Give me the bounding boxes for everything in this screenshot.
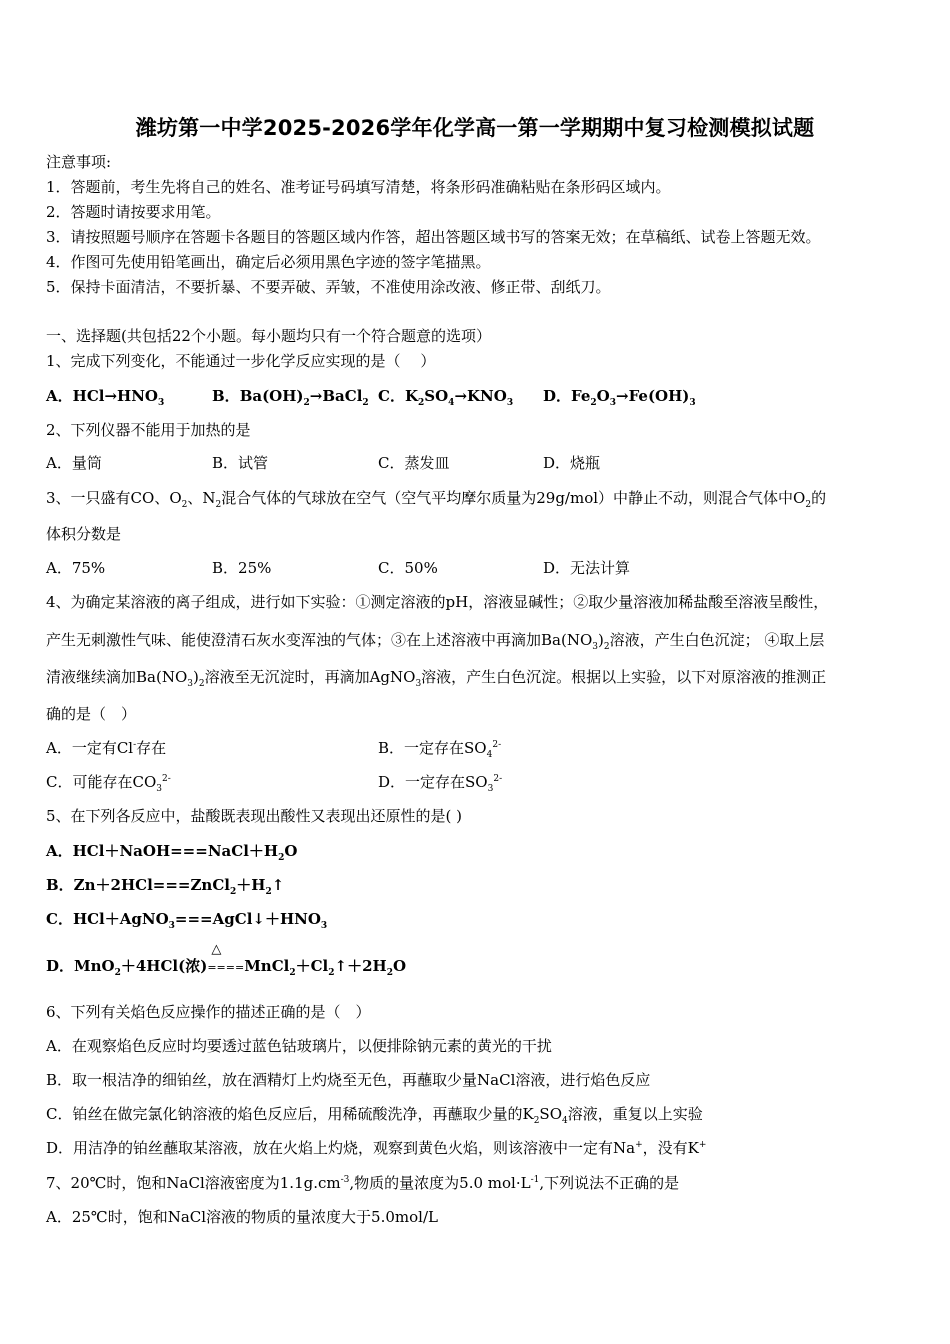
q2-option-a: A．量筒 <box>46 454 102 472</box>
q6-option-c: C．铂丝在做完氯化钠溶液的焰色反应后，用稀硫酸洗净，再蘸取少量的$K_2SO_4$溶液，重复以上实验 <box>46 1105 703 1126</box>
q5-option-c: C．$HCl+AgNO_3===AgCl↓+HNO_3$ <box>46 910 328 931</box>
q2-option-c: C．蒸发皿 <box>378 454 450 472</box>
q7-option-a: A．25℃时，饱和NaCl溶液的物质的量浓度大于5.0mol/L <box>46 1208 438 1226</box>
notice-item: 5．保持卡面清洁，不要折暴、不要弄破、弄皱，不准使用涂改液、修正带、刮纸刀。 <box>46 278 611 296</box>
heating-condition: △ ==== <box>207 942 245 974</box>
q5-option-a: A．$HCl+NaOH===NaCl+H_2O$ <box>46 842 298 863</box>
question-3-stem: 3、一只盛有CO、$O_2$、$N_2$混合气体的气球放在空气（空气平均摩尔质量为29g/mol）中静止不动，则混合气体中$O_2$的 <box>46 489 827 510</box>
question-4-stem-cont: 清液继续滴加$Ba(NO_3)_2$溶液至无沉淀时，再滴加AgNO$_3$溶液，产生白色沉淀。根据以上实验，以下对原溶液的推测正 <box>46 668 827 689</box>
question-3-stem-cont: 体积分数是 <box>46 525 122 543</box>
q5-option-d: D．MnO$_2$＋4HCl(浓) △ $====MnCl_2+Cl_2↑+2H_2O$ <box>46 942 407 978</box>
q6-option-a: A．在观察焰色反应时均要透过蓝色钴玻璃片，以便排除钠元素的黄光的干扰 <box>46 1037 552 1055</box>
question-4-stem: 4、为确定某溶液的离子组成，进行如下实验：①测定溶液的pH，溶液显碱性；②取少量溶液加稀盐酸至溶液呈酸性， <box>46 593 829 611</box>
page-title: 潍坊第一中学2025-2026学年化学高一第一学期期中复习检测模拟试题 <box>135 116 815 140</box>
question-1-stem: 1、完成下列变化，不能通过一步化学反应实现的是（ ） <box>46 352 436 370</box>
q1-option-c: C．$K_2SO_4\to KNO_3$ <box>378 387 514 408</box>
section-heading: 一、选择题(共包括22个小题。每小题均只有一个符合题意的选项） <box>46 327 491 345</box>
notice-item: 4．作图可先使用铅笔画出，确定后必须用黑色字迹的签字笔描黑。 <box>46 253 491 271</box>
notice-heading: 注意事项: <box>46 153 112 171</box>
q6-option-d: D．用洁净的铂丝蘸取某溶液，放在火焰上灼烧，观察到黄色火焰，则该溶液中一定有Na+，没有K+ <box>46 1139 707 1157</box>
q4-option-a: A．一定有Cl-存在 <box>46 739 167 757</box>
question-7-stem: 7、20℃时，饱和NaCl溶液密度为$1.1g.cm^{-3}$,物质的量浓度为5.0 $mol\cdot L^{-1}$,下列说法不正确的是 <box>46 1174 680 1192</box>
q1-option-a: A．$HCl\to HNO_3$ <box>46 387 165 408</box>
notice-item: 3．请按照题号顺序在答题卡各题目的答题区域内作答，超出答题区域书写的答案无效；在草稿纸、试卷上答题无效。 <box>46 228 821 246</box>
q1-option-d: D．$Fe_2O_3\to Fe(OH)_3$ <box>543 387 696 408</box>
q3-option-a: A．75% <box>46 559 106 577</box>
q3-option-b: B．25% <box>212 559 272 577</box>
q4-option-d: D．一定存在$SO_3^{2-}$ <box>378 773 503 794</box>
q6-option-b: B．取一根洁净的细铂丝，放在酒精灯上灼烧至无色，再蘸取少量NaCl溶液，进行焰色反应 <box>46 1071 651 1089</box>
question-5-stem: 5、在下列各反应中，盐酸既表现出酸性又表现出还原性的是( ) <box>46 807 463 825</box>
question-2-stem: 2、下列仪器不能用于加热的是 <box>46 421 251 439</box>
question-6-stem: 6、下列有关焰色反应操作的描述正确的是（ ） <box>46 1003 371 1021</box>
q4-option-b: B．一定存在$SO_4^{2-}$ <box>378 739 502 760</box>
q1-option-b: B．$Ba(OH)_2\to BaCl_2$ <box>212 387 369 408</box>
question-4-stem-cont: 产生无刺激性气味、能使澄清石灰水变浑浊的气体；③在上述溶液中再滴加$Ba(NO_3)_2$溶液，产生白色沉淀； ④取上层 <box>46 631 825 652</box>
q2-option-b: B．试管 <box>212 454 269 472</box>
q2-option-d: D．烧瓶 <box>543 454 601 472</box>
notice-item: 1．答题前，考生先将自己的姓名、准考证号码填写清楚，将条形码准确粘贴在条形码区域内。 <box>46 178 671 196</box>
q4-option-c: C．可能存在$CO_3^{2-}$ <box>46 773 171 794</box>
q3-option-d: D．无法计算 <box>543 559 631 577</box>
question-4-stem-cont: 确的是（ ） <box>46 705 137 723</box>
q3-option-c: C．50% <box>378 559 438 577</box>
delta-symbol: △ <box>211 942 222 957</box>
notice-item: 2．答题时请按要求用笔。 <box>46 203 221 221</box>
q5-option-b: B．$Zn+2HCl===ZnCl_2+H_2↑$ <box>46 876 285 897</box>
